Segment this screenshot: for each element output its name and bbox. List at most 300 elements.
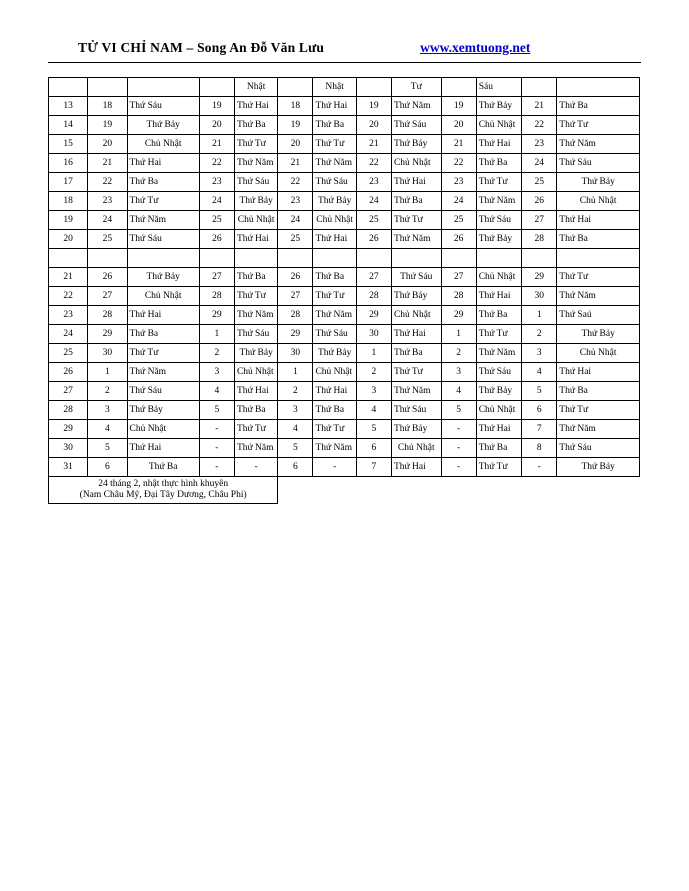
table-row [49,420,640,439]
table-row [49,97,640,116]
cell: 6 [88,458,127,477]
cell: 22 [49,287,88,306]
cell: 5 [441,401,476,420]
cell: 3 [199,363,234,382]
cell: Thứ Hai [313,97,356,116]
cell: - [199,458,234,477]
cell: 29 [522,268,557,287]
cell: Chủ Nhật [391,154,441,173]
table-row [49,287,640,306]
cell: Thứ Bảy [313,192,356,211]
cell: 13 [49,97,88,116]
cell: Thứ Bảy [557,173,640,192]
cell: Thứ Bảy [476,230,521,249]
cell: Thứ Sáu [127,382,199,401]
cell: Thứ Tư [234,287,277,306]
cell: 24 [356,192,391,211]
cell: 30 [88,344,127,363]
cell [278,249,313,268]
cell: - [199,420,234,439]
cell: 17 [49,173,88,192]
cell: 3 [278,401,313,420]
cell: Thứ Ba [391,344,441,363]
page-title: TỬ VI CHỈ NAM – Song An Đỗ Văn Lưu [78,40,325,55]
cell [557,78,640,97]
table-row [49,135,640,154]
cell: Thứ Hai [127,439,199,458]
cell: Thứ Ba [476,439,521,458]
cell: Thứ Bảy [557,458,640,477]
cell: 26 [522,192,557,211]
cell: 25 [88,230,127,249]
cell: 23 [88,192,127,211]
cell: Thứ Bảy [234,192,277,211]
cell [356,78,391,97]
cell: Thứ Sáu [234,325,277,344]
cell: Thứ Ba [313,401,356,420]
cell: Thứ Ba [557,97,640,116]
cell: Thứ Tư [557,116,640,135]
cell: Chủ Nhật [557,344,640,363]
cell: 20 [199,116,234,135]
cell: Thứ Ba [127,325,199,344]
cell: 30 [356,325,391,344]
cell [88,78,127,97]
cell: 26 [88,268,127,287]
cell: - [234,458,277,477]
cell [313,249,356,268]
header-divider [48,62,641,63]
cell: Thứ Năm [391,382,441,401]
cell: Thứ Năm [557,135,640,154]
cell: Thứ Bảy [391,287,441,306]
cell: Thứ Bảy [313,344,356,363]
cell: 19 [88,116,127,135]
cell: Thứ Năm [313,154,356,173]
cell: Thứ Hai [127,154,199,173]
cell: 22 [199,154,234,173]
table-row [49,458,640,477]
cell: 3 [88,401,127,420]
cell: Thứ Bảy [476,382,521,401]
cell: Thứ Ba [234,401,277,420]
cell [441,78,476,97]
cell: Thứ Tư [476,173,521,192]
table-row [49,173,640,192]
cell: - [441,458,476,477]
cell: Thứ Sáu [557,154,640,173]
cell [557,249,640,268]
cell: Thứ Sáu [127,230,199,249]
cell: 21 [88,154,127,173]
cell: Thứ Sáu [234,173,277,192]
cell: Thứ Ba [234,116,277,135]
cell: 27 [278,287,313,306]
cell: Nhật [313,78,356,97]
cell: 22 [356,154,391,173]
cell: 28 [522,230,557,249]
cell: Thứ Năm [234,306,277,325]
cell: Thứ Năm [391,230,441,249]
cell: Thứ Bảy [127,268,199,287]
cell: 1 [522,306,557,325]
cell: 27 [88,287,127,306]
cell: 27 [49,382,88,401]
cell: 29 [88,325,127,344]
cell: 4 [441,382,476,401]
cell: 30 [278,344,313,363]
cell [234,249,277,268]
cell: 25 [356,211,391,230]
cell: 27 [522,211,557,230]
cell: 27 [356,268,391,287]
cell: Thứ Tư [476,458,521,477]
cell: Thứ Năm [234,154,277,173]
cell: Thứ Ba [391,192,441,211]
cell: Thứ Hai [391,325,441,344]
cell: Thứ Tư [127,344,199,363]
cell: Chủ Nhật [127,420,199,439]
cell: 5 [522,382,557,401]
cell: 23 [199,173,234,192]
cell: 23 [278,192,313,211]
cell: 23 [356,173,391,192]
cell: Thứ Năm [557,420,640,439]
cell [522,78,557,97]
table-note-row [49,477,640,504]
table-row [49,439,640,458]
cell: 3 [522,344,557,363]
cell: 4 [522,363,557,382]
cell: - [441,420,476,439]
cell: 25 [522,173,557,192]
cell: 6 [356,439,391,458]
cell: 7 [356,458,391,477]
cell: Thứ Tư [391,211,441,230]
cell: 28 [441,287,476,306]
cell [441,249,476,268]
cell: 21 [522,97,557,116]
eclipse-note-line-2: (Nam Châu Mỹ, Đại Tây Dương, Châu Phi) [79,489,247,500]
cell: 15 [49,135,88,154]
cell: 24 [88,211,127,230]
cell: Thứ Năm [476,192,521,211]
table-row [49,268,640,287]
cell: 29 [49,420,88,439]
table-row [49,363,640,382]
cell: 27 [199,268,234,287]
cell: Thứ Năm [476,344,521,363]
cell: 5 [278,439,313,458]
cell [391,249,441,268]
cell: 29 [278,325,313,344]
eclipse-note-line-1: 24 tháng 2, nhật thực hình khuyên [98,479,229,489]
cell: 22 [278,173,313,192]
cell: 25 [441,211,476,230]
table-row [49,401,640,420]
cell: 1 [88,363,127,382]
cell: 5 [356,420,391,439]
table-row [49,306,640,325]
cell: Nhật [234,78,277,97]
cell: 1 [441,325,476,344]
cell: 21 [441,135,476,154]
cell: Thứ Ba [557,230,640,249]
cell: Chủ Nhật [313,211,356,230]
cell-empty [278,477,640,504]
cell: 18 [49,192,88,211]
cell: Thứ Sáu [391,116,441,135]
website-link[interactable]: www.xemtuong.net [420,40,531,55]
cell: 20 [441,116,476,135]
cell: 2 [199,344,234,363]
cell: Thứ Hai [476,135,521,154]
cell: Thứ Bảy [476,97,521,116]
cell: - [522,458,557,477]
cell: 29 [356,306,391,325]
cell: Thứ Sáu [313,173,356,192]
cell: Thứ Ba [127,458,199,477]
cell: 1 [356,344,391,363]
cell: 25 [199,211,234,230]
table-row [49,154,640,173]
cell: 23 [49,306,88,325]
cell: Chủ Nhật [557,192,640,211]
cell: Thứ Ba [127,173,199,192]
cell: 28 [356,287,391,306]
cell: Thứ Hai [313,230,356,249]
cell: 20 [49,230,88,249]
cell: Thứ Năm [234,439,277,458]
cell: 18 [88,97,127,116]
cell: - [441,439,476,458]
cell: 30 [49,439,88,458]
cell: Thứ Tư [391,363,441,382]
cell: 6 [278,458,313,477]
cell: 26 [356,230,391,249]
cell: Chủ Nhật [313,363,356,382]
cell [49,249,88,268]
cell: Thứ Ba [476,154,521,173]
cell: 28 [199,287,234,306]
cell: 2 [356,363,391,382]
cell: 27 [441,268,476,287]
cell: Thứ Bảy [127,116,199,135]
table-row [49,211,640,230]
cell: 20 [88,135,127,154]
cell: 4 [356,401,391,420]
cell: 8 [522,439,557,458]
cell: Thứ Hai [557,211,640,230]
cell: 29 [441,306,476,325]
cell: Thứ Tư [127,192,199,211]
cell: 4 [278,420,313,439]
cell [127,249,199,268]
cell: 1 [199,325,234,344]
cell: Tư [391,78,441,97]
cell: 21 [49,268,88,287]
cell: 16 [49,154,88,173]
cell: 4 [199,382,234,401]
calendar-table [48,77,640,504]
cell: 22 [88,173,127,192]
cell: 21 [278,154,313,173]
cell: 26 [278,268,313,287]
cell: 23 [441,173,476,192]
cell: 3 [356,382,391,401]
cell: Thứ Ba [313,268,356,287]
cell: 19 [356,97,391,116]
cell: Thứ Tư [234,135,277,154]
cell: Thứ Tư [313,420,356,439]
cell: Thứ Bảy [234,344,277,363]
cell: Chủ Nhật [391,439,441,458]
cell: Thứ Sáu [391,401,441,420]
cell: 22 [441,154,476,173]
cell: Thứ Năm [557,287,640,306]
cell: - [313,458,356,477]
eclipse-note [49,477,278,504]
cell: 1 [278,363,313,382]
cell [522,249,557,268]
cell: Thứ Sáu [557,439,640,458]
cell: 21 [199,135,234,154]
cell: Thứ Tư [557,268,640,287]
table-row [49,116,640,135]
cell: Thứ Năm [127,363,199,382]
cell: 6 [522,401,557,420]
cell: 28 [88,306,127,325]
cell: Thứ Bảy [391,420,441,439]
cell: 29 [199,306,234,325]
cell: 3 [441,363,476,382]
cell: Thứ Sáu [391,268,441,287]
cell: Sáu [476,78,521,97]
cell: Thứ Năm [313,306,356,325]
cell: Thứ Hai [391,458,441,477]
cell: - [199,439,234,458]
cell: 19 [49,211,88,230]
table-spacer-row [49,249,640,268]
cell: 21 [356,135,391,154]
cell: Thứ Bảy [391,135,441,154]
cell: Chủ Nhật [476,401,521,420]
cell: 19 [199,97,234,116]
cell: 2 [441,344,476,363]
cell: Thứ Năm [313,439,356,458]
cell: Thứ Tư [313,135,356,154]
cell: Thứ Tư [476,325,521,344]
cell: Thứ Năm [391,97,441,116]
cell: 7 [522,420,557,439]
cell: 2 [278,382,313,401]
table-row [49,230,640,249]
cell: Thứ Sáu [476,363,521,382]
cell: 30 [522,287,557,306]
cell: Chủ Nhật [476,116,521,135]
cell [49,78,88,97]
cell: 28 [278,306,313,325]
page-header [48,40,641,60]
cell: Thứ Tư [313,287,356,306]
cell: Thứ Ba [313,116,356,135]
cell: 24 [441,192,476,211]
cell: 28 [49,401,88,420]
cell: Chủ Nhật [127,287,199,306]
cell: 4 [88,420,127,439]
cell [199,78,234,97]
cell: Thứ Sáu [127,97,199,116]
cell: Chủ Nhật [234,211,277,230]
cell: Thứ Sáu [313,325,356,344]
cell: 2 [522,325,557,344]
cell: Thứ Hai [234,97,277,116]
cell: 23 [522,135,557,154]
cell [356,249,391,268]
cell: Thứ Tư [234,420,277,439]
cell: Thứ Hai [476,287,521,306]
cell: 26 [49,363,88,382]
cell: Chủ Nhật [476,268,521,287]
cell: 31 [49,458,88,477]
cell: Thứ Tư [557,401,640,420]
table-row [49,325,640,344]
cell: 22 [522,116,557,135]
cell: Thứ Sáu [476,211,521,230]
cell: Thứ Hai [127,306,199,325]
cell: Thứ Ba [234,268,277,287]
cell: Thứ Ba [476,306,521,325]
cell: 19 [278,116,313,135]
cell: 14 [49,116,88,135]
cell: 26 [441,230,476,249]
cell: Thứ Hai [313,382,356,401]
cell: 24 [278,211,313,230]
cell: Thứ Hai [476,420,521,439]
cell: Thứ Saú [557,306,640,325]
cell: 19 [441,97,476,116]
cell: 24 [49,325,88,344]
cell: Thứ Hai [391,173,441,192]
cell: 20 [356,116,391,135]
cell: Thứ Ba [557,382,640,401]
cell [127,78,199,97]
cell: 25 [49,344,88,363]
cell: 18 [278,97,313,116]
cell: Chủ Nhật [127,135,199,154]
cell: 20 [278,135,313,154]
cell: Thứ Năm [127,211,199,230]
cell: 2 [88,382,127,401]
cell: Thứ Bảy [127,401,199,420]
cell: Thứ Hai [557,363,640,382]
cell: Thứ Hai [234,230,277,249]
table-row [49,382,640,401]
cell: Chủ Nhật [234,363,277,382]
table-row-top [49,78,640,97]
cell: 5 [199,401,234,420]
cell: 5 [88,439,127,458]
cell: Chủ Nhật [391,306,441,325]
cell [199,249,234,268]
cell: 25 [278,230,313,249]
cell: 24 [199,192,234,211]
cell: Thứ Hai [234,382,277,401]
cell [278,78,313,97]
cell: 24 [522,154,557,173]
table-row [49,192,640,211]
cell: Thứ Bảy [557,325,640,344]
